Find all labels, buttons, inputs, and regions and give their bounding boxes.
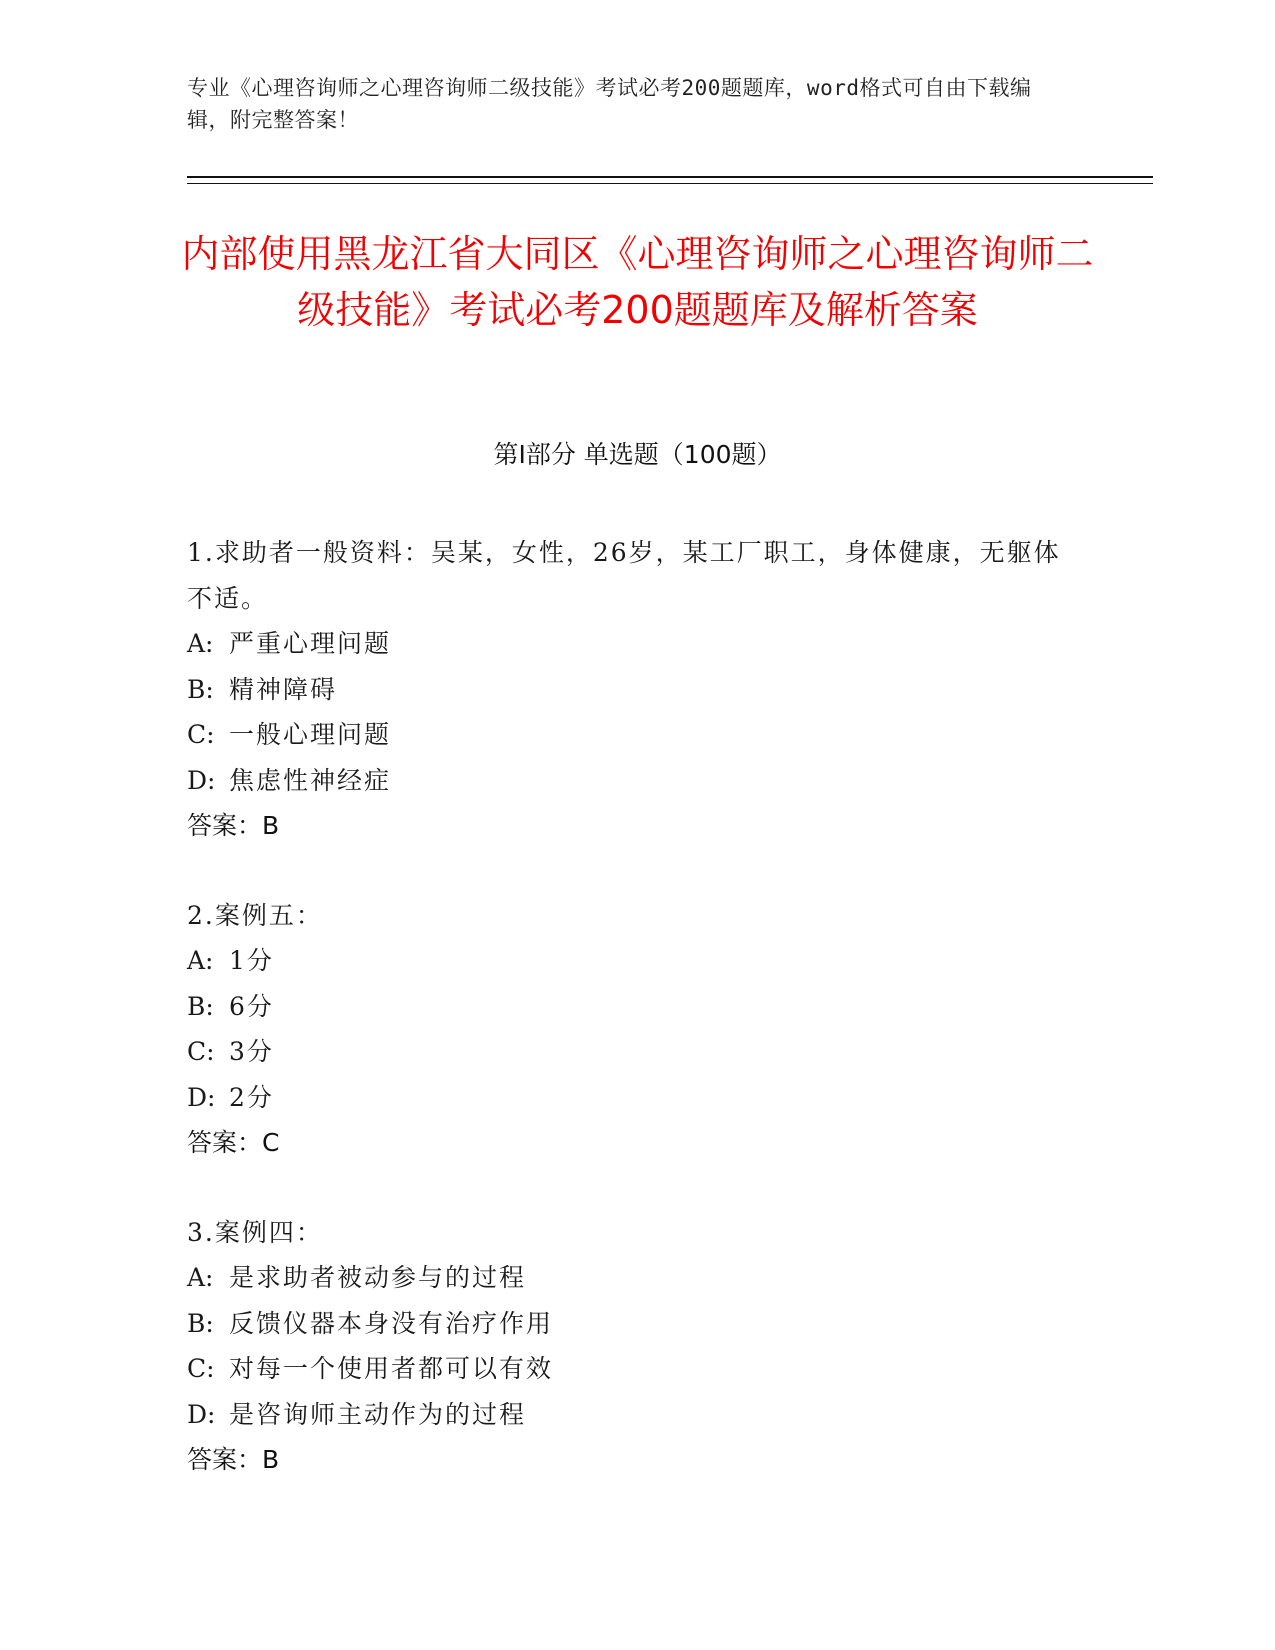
question-2: [187, 893, 1067, 1166]
option-letter: B:: [187, 991, 214, 1021]
option-text: 6分: [229, 991, 274, 1021]
option-letter: D:: [187, 1399, 216, 1429]
option-d: [187, 758, 1067, 804]
option-a: [187, 938, 1067, 984]
option-letter: B:: [187, 1308, 214, 1338]
document-title: 内部使用黑龙江省大同区《心理咨询师之心理咨询师二级技能》考试必考200题题库及解析答案: [181, 232, 1094, 332]
question-1: [187, 530, 1067, 849]
option-c: [187, 1029, 1067, 1075]
option-letter: D:: [187, 1082, 216, 1112]
section-heading: 第I部分 单选题（100题）: [493, 440, 782, 469]
option-letter: C:: [187, 720, 215, 749]
option-letter: B:: [187, 674, 214, 704]
option-letter: D:: [187, 765, 216, 795]
option-text: 3分: [229, 1037, 274, 1066]
option-letter: A:: [187, 629, 214, 658]
answer-label: 答案：: [187, 1128, 263, 1157]
option-d: [187, 1392, 1067, 1438]
option-d: [187, 1075, 1067, 1121]
option-text: 焦虑性神经症: [229, 765, 392, 795]
header-rule-thick: [187, 176, 1153, 178]
option-a: [187, 1255, 1067, 1301]
option-a: [187, 621, 1067, 667]
option-letter: C:: [187, 1037, 215, 1066]
option-text: 反馈仪器本身没有治疗作用: [229, 1308, 554, 1338]
option-text: 严重心理问题: [229, 629, 392, 658]
option-text: 一般心理问题: [229, 720, 392, 749]
option-text: 精神障碍: [229, 674, 338, 704]
option-text: 1分: [229, 946, 274, 975]
answer-line: [187, 1120, 1067, 1166]
question-3: [187, 1210, 1067, 1483]
answer-value: C: [262, 1128, 280, 1157]
option-c: [187, 712, 1067, 758]
header-rule-thin: [187, 183, 1153, 184]
option-b: [187, 984, 1067, 1030]
answer-label: 答案：: [187, 811, 263, 840]
option-text: 是咨询师主动作为的过程: [229, 1399, 527, 1429]
question-stem: 3.案例四：: [187, 1217, 323, 1247]
answer-value: B: [262, 811, 280, 840]
question-list: [187, 530, 1067, 1527]
option-text: 对每一个使用者都可以有效: [229, 1354, 554, 1383]
question-stem: 2.案例五：: [187, 900, 323, 930]
option-letter: A:: [187, 1263, 214, 1292]
header-note: 专业《心理咨询师之心理咨询师二级技能》考试必考200题题库，word格式可自由下载编辑，附完整答案！: [187, 76, 1032, 132]
answer-line: [187, 803, 1067, 849]
answer-line: [187, 1437, 1067, 1483]
answer-label: 答案：: [187, 1445, 263, 1474]
option-c: [187, 1346, 1067, 1392]
option-text: 2分: [229, 1082, 274, 1112]
option-letter: A:: [187, 946, 214, 975]
option-b: [187, 1301, 1067, 1347]
answer-value: B: [262, 1445, 280, 1474]
question-stem: 1.求助者一般资料：吴某，女性，26岁，某工厂职工，身体健康，无躯体不适。: [187, 538, 1061, 613]
option-letter: C:: [187, 1354, 215, 1383]
option-text: 是求助者被动参与的过程: [229, 1263, 527, 1292]
option-b: [187, 667, 1067, 713]
